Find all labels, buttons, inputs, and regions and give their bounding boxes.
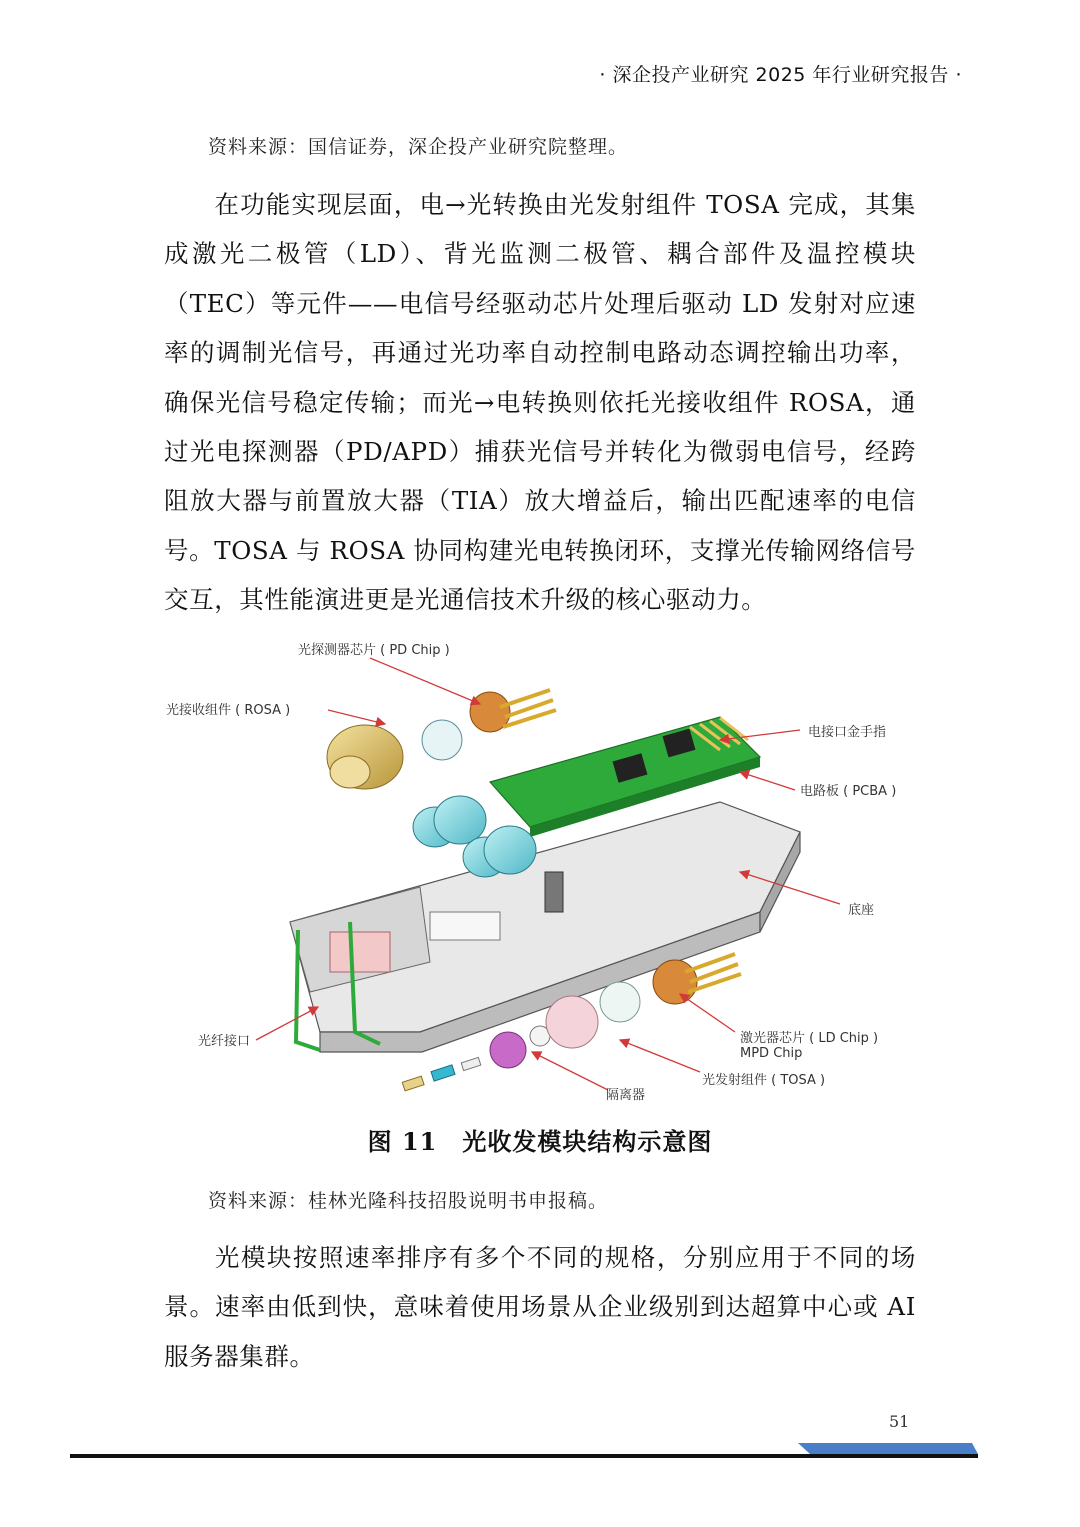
label-pd-chip: 光探测器芯片 ( PD Chip ) — [298, 643, 450, 658]
footer-line — [70, 1454, 978, 1458]
label-base: 底座 — [848, 903, 875, 918]
module-diagram — [160, 632, 920, 1110]
label-gold-finger: 电接口金手指 — [808, 725, 887, 740]
source-note-bottom: 资料来源：桂林光隆科技招股说明书申报稿。 — [208, 1190, 609, 1212]
source-note-top: 资料来源：国信证券，深企投产业研究院整理。 — [208, 136, 629, 158]
footer-accent — [798, 1443, 978, 1454]
footer-bar — [0, 1440, 1080, 1470]
figure-caption: 图 11 光收发模块结构示意图 — [367, 1127, 713, 1156]
page-header: · 深企投产业研究 2025 年行业研究报告 · — [599, 64, 962, 86]
label-ld-chip: 激光器芯片 ( LD Chip ) — [740, 1031, 879, 1046]
paragraph-function-text: 在功能实现层面，电→光转换由光发射组件 TOSA 完成，其集成激光二极管（LD）、背光监测二极管、耦合部件及温控模块（TEC）等元件——电信号经驱动芯片处理后驱动 LD 发射对应速率的调制光信号，再通过光功率自动控制电路动态调控输出功率，确保光信号稳定传输；而光→电转换则依托光接收组件 ROSA，通过光电探测器（PD/APD）捕获光信号并转化为微弱电信号，经跨阻放大器与前置放大器（TIA）放大增益后，输出匹配速率的电信号。TOSA 与 ROSA 协同构建光电转换闭环，支撑光传输网络信号交互，其性能演进更是光通信技术升级的核心驱动力。 — [164, 190, 916, 615]
label-tosa: 光发射组件 ( TOSA ) — [702, 1073, 826, 1088]
paragraph-rates — [164, 1233, 916, 1381]
housing-base — [290, 802, 800, 1052]
paragraph-rates-text: 光模块按照速率排序有多个不同的规格，分别应用于不同的场景。速率由低到快，意味着使用场景从企业级别到达超算中心或 AI 服务器集群。 — [164, 1243, 916, 1371]
label-pcba: 电路板 ( PCBA ) — [800, 784, 897, 799]
page-number: 51 — [889, 1412, 910, 1431]
label-mpd-chip: MPD Chip — [740, 1046, 803, 1061]
label-fiber-port: 光纤接口 — [198, 1034, 251, 1049]
label-rosa: 光接收组件 ( ROSA ) — [166, 703, 291, 718]
label-isolator: 隔离器 — [606, 1088, 646, 1103]
module-structure-figure — [160, 632, 920, 1110]
paragraph-function — [164, 180, 916, 625]
